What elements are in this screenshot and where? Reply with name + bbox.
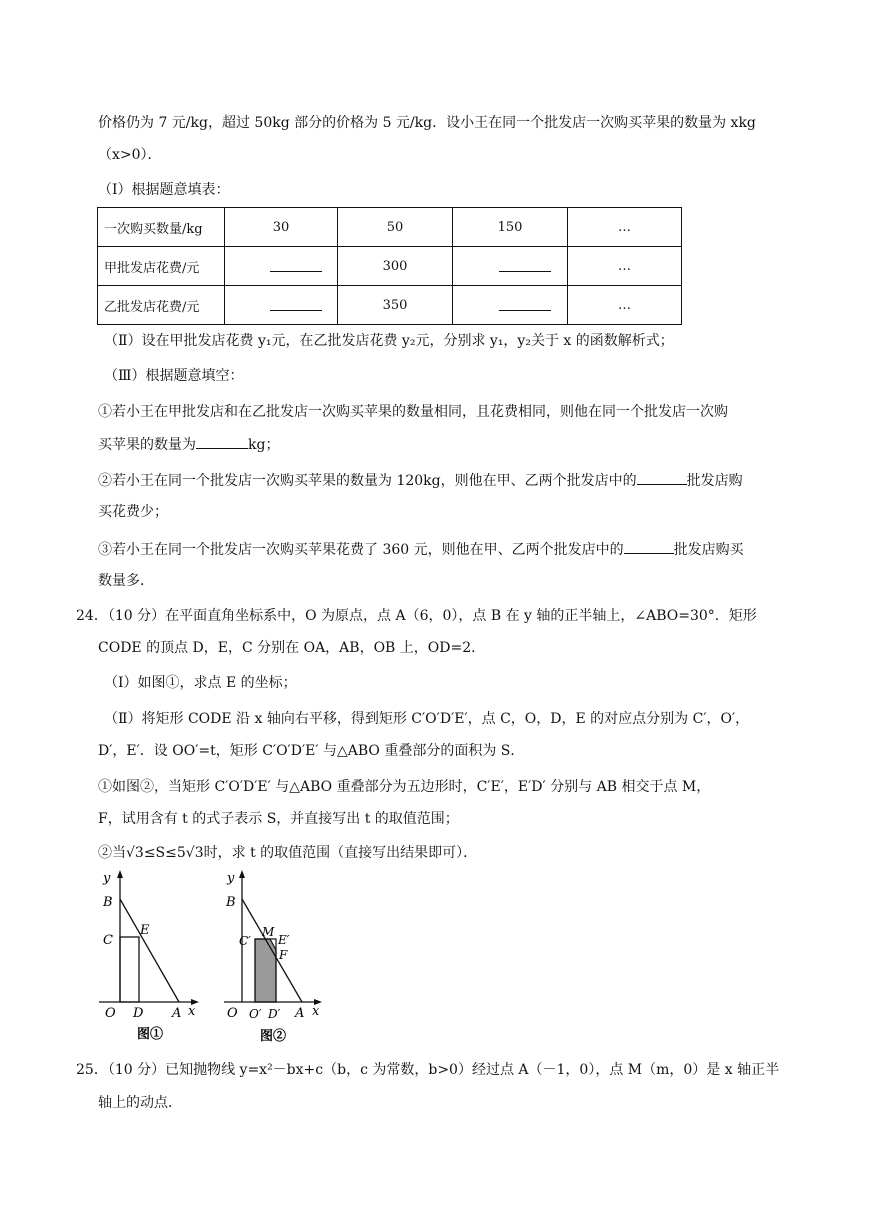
- text-fragment: ③若小王在同一个批发店一次购买苹果花费了 360 元，则他在甲、乙两个批发店中的: [98, 542, 624, 558]
- answer-blank-cell: [225, 247, 338, 286]
- text-line: ①若小王在甲批发店和在乙批发店一次购买苹果的数量相同，且花费相同，则他在同一个批发店一次购: [98, 404, 728, 420]
- answer-blank-cell: [225, 286, 338, 325]
- table-cell: 乙批发店花费/元: [98, 286, 225, 325]
- point-label-a: A: [295, 1006, 305, 1021]
- table-row: [98, 247, 682, 286]
- table-row: [98, 208, 682, 247]
- figure-1-diagram: [95, 868, 210, 1048]
- text-line: [98, 434, 279, 455]
- text-line: 轴上的动点．: [98, 1095, 182, 1111]
- text-line: 25．（10 分）已知抛物线 y=x²－bx+c（b，c 为常数，b>0）经过点 A（－1，0），点 M（m，0）是 x 轴正半: [76, 1062, 780, 1078]
- table-cell: 300: [338, 247, 453, 286]
- text-line: CODE 的顶点 D，E，C 分别在 OA，AB，OB 上，OD=2．: [98, 640, 486, 656]
- axis-label-y: y: [227, 871, 235, 886]
- axis-label-y: y: [103, 871, 111, 886]
- point-label-f: F: [279, 948, 288, 962]
- table-header-cell: 150: [453, 208, 568, 247]
- table-row: [98, 286, 682, 325]
- text-line: 买花费少；: [98, 504, 168, 520]
- text-line: D′，E′．设 OO′=t，矩形 C′O′D′E′ 与△ABO 重叠部分的面积为 S．: [98, 743, 525, 759]
- text-fragment: 买苹果的数量为: [98, 437, 196, 453]
- text-line: （Ⅱ）将矩形 CODE 沿 x 轴向右平移，得到矩形 C′O′D′E′，点 C，O，D，E 的对应点分别为 C′，O′，: [104, 711, 750, 727]
- answer-blank: [637, 470, 687, 485]
- table-header-cell: 一次购买数量/kg: [98, 208, 225, 247]
- axis-label-x: x: [188, 1004, 196, 1019]
- text-line: ①如图②，当矩形 C′O′D′E′ 与△ABO 重叠部分为五边形时，C′E′，E′D′ 分别与 AB 相交于点 M，: [98, 779, 711, 795]
- point-label-o: O: [105, 1006, 116, 1021]
- point-label-o: O: [227, 1006, 238, 1021]
- figure-caption: 图②: [260, 1029, 287, 1044]
- text-line: F，试用含有 t 的式子表示 S，并直接写出 t 的取值范围；: [98, 811, 459, 827]
- text-line: （Ⅰ）根据题意填表：: [98, 182, 230, 198]
- point-label-d-prime: D′: [268, 1007, 281, 1021]
- point-label-o-prime: O′: [249, 1007, 262, 1021]
- text-line: [98, 470, 743, 491]
- point-label-m: M: [262, 925, 275, 939]
- text-fragment: 批发店购买: [673, 542, 744, 558]
- text-line: 数量多．: [98, 573, 154, 589]
- table-cell: 350: [338, 286, 453, 325]
- table-cell: …: [568, 247, 682, 286]
- text-line: （Ⅱ）设在甲批发店花费 y₁元，在乙批发店花费 y₂元，分别求 y₁，y₂关于 x 的函数解析式；: [104, 333, 674, 349]
- text-fragment: 批发店购: [686, 473, 743, 489]
- price-table: [97, 207, 682, 325]
- table-header-cell: 30: [225, 208, 338, 247]
- text-line: ②当√3≤S≤5√3时，求 t 的取值范围（直接写出结果即可）．: [98, 845, 478, 861]
- text-line: （Ⅰ）如图①，求点 E 的坐标；: [104, 675, 297, 691]
- table-header-cell: …: [568, 208, 682, 247]
- table-cell: 甲批发店花费/元: [98, 247, 225, 286]
- figure-2-diagram: [222, 868, 337, 1048]
- point-label-a: A: [172, 1006, 182, 1021]
- text-line: （Ⅲ）根据题意填空：: [104, 368, 244, 384]
- text-fragment: ②若小王在同一个批发店一次购买苹果的数量为 120kg，则他在甲、乙两个批发店中的: [98, 473, 637, 489]
- table-cell: …: [568, 286, 682, 325]
- answer-blank-cell: [453, 247, 568, 286]
- text-line: [98, 539, 744, 560]
- text-line: （x>0）．: [98, 147, 162, 163]
- answer-blank-cell: [453, 286, 568, 325]
- text-line: 价格仍为 7 元/kg，超过 50kg 部分的价格为 5 元/kg．设小王在同一个批发店一次购买苹果的数量为 xkg: [98, 115, 756, 131]
- answer-blank: [196, 434, 248, 449]
- text-line: 24．（10 分）在平面直角坐标系中，O 为原点，点 A（6，0），点 B 在 y 轴的正半轴上，∠ABO=30°．矩形: [76, 608, 757, 624]
- answer-blank: [624, 539, 674, 554]
- point-label-b: B: [226, 895, 236, 910]
- point-label-d: D: [133, 1006, 144, 1021]
- axis-label-x: x: [312, 1004, 320, 1019]
- point-label-c-prime: C′: [239, 934, 251, 948]
- text-fragment: kg；: [248, 437, 280, 453]
- point-label-e: E: [140, 923, 150, 938]
- point-label-e-prime: E′: [278, 933, 290, 947]
- table-header-cell: 50: [338, 208, 453, 247]
- point-label-c: C: [103, 933, 113, 948]
- point-label-b: B: [103, 895, 113, 910]
- figure-caption: 图①: [137, 1027, 164, 1042]
